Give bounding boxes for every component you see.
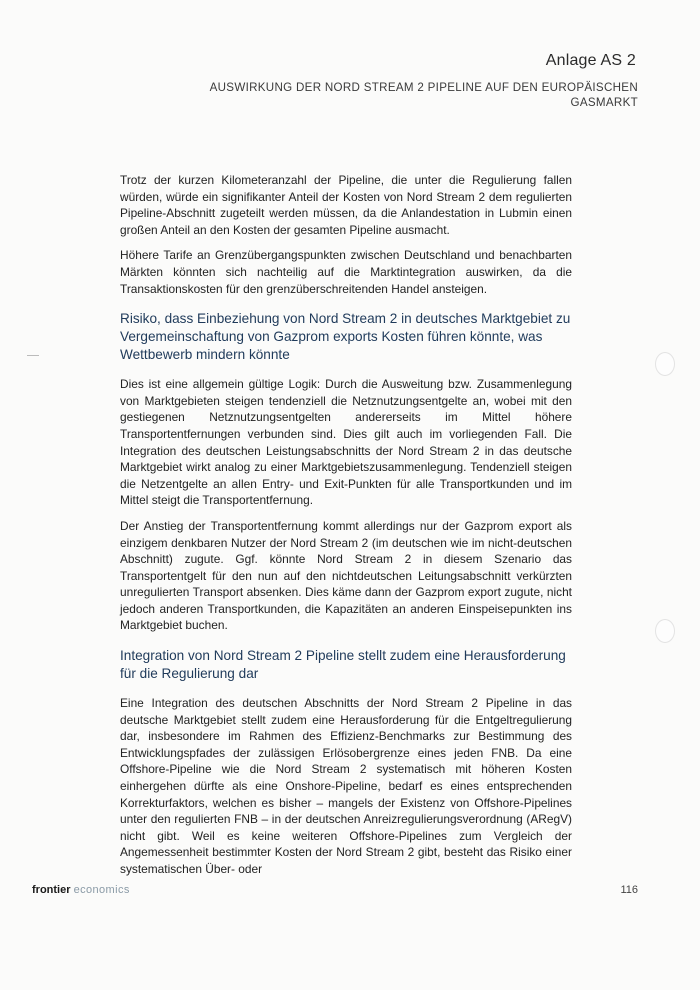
running-header-title: AUSWIRKUNG DER NORD STREAM 2 PIPELINE AUF DEN EUROPÄISCHEN GASMARKT <box>209 81 638 109</box>
paragraph-5: Eine Integration des deutschen Abschnitts der Nord Stream 2 Pipeline in das deutsche Marktgebiet stellt zudem eine Herausforderung für die Entgeltregulierung dar, insbesondere im Rahmen des Effizienz-Benchmarks zur Bestimmung des Entwicklungspfades der zulässigen Erlösobergrenze eines jeden FNB. Da eine Offshore-Pipeline wie die Nord Stream 2 systematisch mit höheren Kosten einhergehen dürfte als eine Onshore-Pipeline, bedarf es eines entsprechenden Korrekturfaktors, welchen es bisher – mangels der Existenz von Offshore-Pipelines unter den regulierten FNB – in der deutschen Anreizregulierungsverordnung (ARegV) nicht gibt. Weil es keine weiteren Offshore-Pipelines zum Vergleich der Angemessenheit bestimmter Kosten der Nord Stream 2 gibt, besteht das Risiko einer systematischen Über- oder <box>120 696 572 876</box>
paragraph-1: Trotz der kurzen Kilometeranzahl der Pipeline, die unter die Regulierung fallen würden, würde ein signifikanter Anteil der Kosten von Nord Stream 2 dem regulierten Pipeline-Abschnitt zugeteilt werden müssen, da die Anlandestation in Lubmin einen großen Anteil an den Kosten der gesamten Pipeline ausmacht. <box>120 173 572 237</box>
annex-label: Anlage AS 2 <box>545 52 636 69</box>
paragraph-3: Dies ist eine allgemein gültige Logik: Durch die Ausweitung bzw. Zusammenlegung von Marktgebieten steigen tendenziell die Netznutzungsentgelte an, wobei mit den gestiegenen Netznutzungsentgelten andererseits im Mittel höhere Transportentfernungen verbunden sind. Dies gilt auch im vorliegenden Fall. Die Integration des deutschen Leistungsabschnitts der Nord Stream 2 in das deutsche Marktgebiet wirkt analog zu einer Marktgebietszusammenlegung. Tendenziell steigen die Netzentgelte an allen Entry- und Exit-Punkten für alle Transportkunden und im Mittel steigt die Transportentfernung. <box>120 377 572 508</box>
brand-economics: economics <box>73 884 130 896</box>
section-heading-regulation: Integration von Nord Stream 2 Pipeline stellt zudem eine Herausforderung für die Regulierung dar <box>120 648 566 682</box>
paragraph-4: Der Anstieg der Transportentfernung kommt allerdings nur der Gazprom export als einzigem denkbaren Nutzer der Nord Stream 2 (im deutschen wie im nicht-deutschen Abschnitt) zugute. Ggf. könnte Nord Stream 2 in diesem Szenario das Transportentgelt für den nun auf den nichtdeutschen Leitungsabschnitt verkürzten unregulierten Transport absenken. Dies käme dann der Gazprom export zugute, nicht jedoch anderen Transportkunden, die Kapazitäten an anderen Einspeisepunkten ins Marktgebiet buchen. <box>120 518 572 633</box>
footer-brand-logo <box>32 884 130 896</box>
main-content <box>120 172 572 887</box>
punch-hole-bottom <box>655 619 675 643</box>
section-heading-risk: Risiko, dass Einbeziehung von Nord Stream 2 in deutsches Marktgebiet zu Vergemeinschaftung von Gazprom exports Kosten führen könnte, was Wettbewerb mindern könnte <box>120 311 571 363</box>
punch-hole-top <box>655 352 675 376</box>
scan-mark <box>27 355 39 356</box>
brand-frontier: frontier <box>32 884 71 896</box>
paragraph-2: Höhere Tarife an Grenzübergangspunkten zwischen Deutschland und benachbarten Märkten könnten sich nachteilig auf die Marktintegration auswirken, da die Transaktionskosten für den grenzüberschreitenden Handel ansteigen. <box>120 248 572 296</box>
page-number: 116 <box>620 884 638 896</box>
